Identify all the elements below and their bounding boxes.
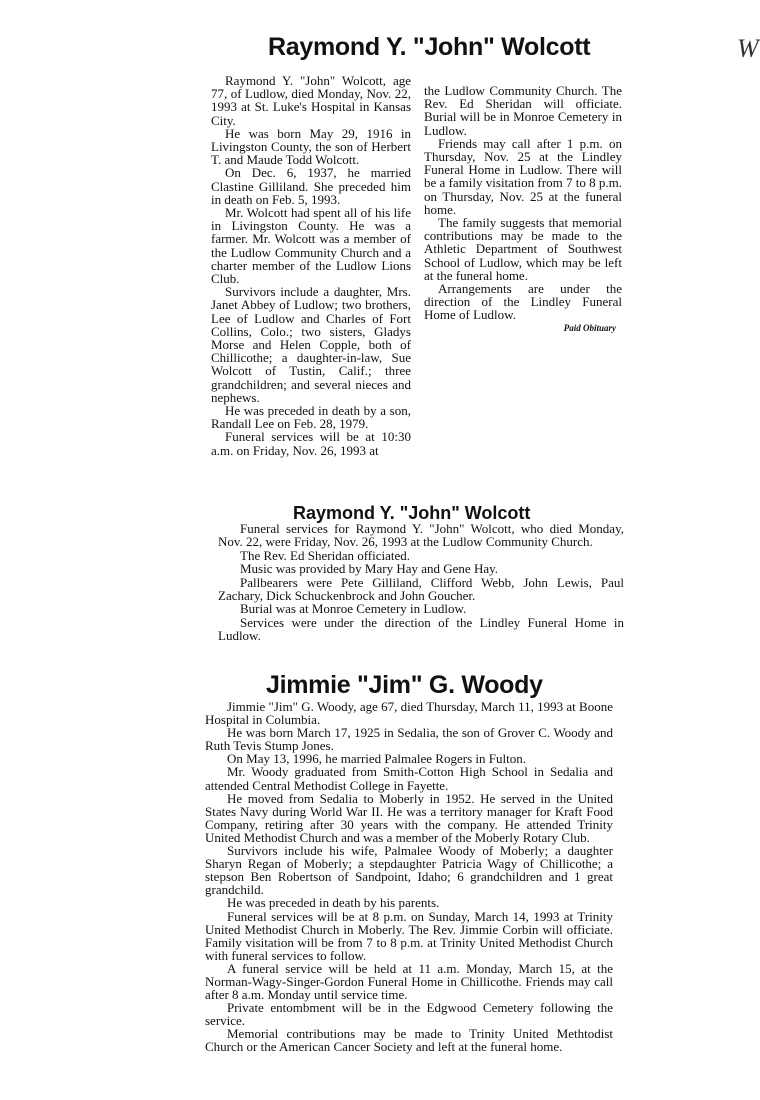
- obit3-para: Memorial contributions may be made to Trinity United Methtodist Church or the American Cancer Society and left at the funeral home.: [205, 1026, 613, 1055]
- corner-handwritten-mark: W: [737, 34, 759, 63]
- obit1-col1-para: He was born May 29, 1916 in Livingston County, the son of Herbert T. and Maude Todd Wolcott.: [211, 125, 411, 168]
- obit2-body: [218, 522, 624, 643]
- paid-obituary-credit: Paid Obituary: [563, 322, 616, 333]
- obit1-col1-para: Mr. Wolcott had spent all of his life in Livingston County. He was a farmer. Mr. Wolcott was a member of the Ludlow Community Church and a charter member of the Ludlow Lions Club.: [211, 205, 411, 287]
- obit3-para: Funeral services will be at 8 p.m. on Sunday, March 14, 1993 at Trinity United Methodist Church in Moberly. The Rev. Jimmie Corbin will officiate. Family visitation will be from 7 to 8 p.m. at Trinity United Methodist Church with funeral services to follow.: [205, 908, 613, 963]
- obit1-col2-para: Arrangements are under the direction of the Lindley Funeral Home of Ludlow.: [424, 281, 622, 323]
- obit1-col1-para: Raymond Y. "John" Wolcott, age 77, of Ludlow, died Monday, Nov. 22, 1993 at St. Luke's Hospital in Kansas City.: [211, 73, 411, 128]
- obit3-title: Jimmie "Jim" G. Woody: [266, 671, 543, 699]
- obit3-para: Private entombment will be in the Edgwood Cemetery following the service.: [205, 1000, 613, 1029]
- obit1-column-1: [211, 74, 411, 457]
- obit2-title: Raymond Y. "John" Wolcott: [293, 503, 531, 523]
- obit1-col1-para: Funeral services will be at 10:30 a.m. on Friday, Nov. 26, 1993 at: [211, 429, 411, 458]
- obit2-para: The Rev. Ed Sheridan officiated.: [240, 547, 411, 563]
- obit3-para: Mr. Woody graduated from Smith-Cotton High School in Sedalia and attended Central Methodist College in Fayette.: [205, 764, 613, 793]
- obit2-para: Music was provided by Mary Hay and Gene Hay.: [240, 561, 499, 577]
- obit3-para: He moved from Sedalia to Moberly in 1952. He served in the United States Navy during World War II. He was a territory manager for Kraft Food Company, retiring after 30 years with the company. He attended Trinity United Methodist Church and was a member of the Moberly Rotary Club.: [205, 790, 613, 845]
- obit3-para: On May 13, 1996, he married Palmalee Rogers in Fulton.: [227, 751, 526, 767]
- obit2-para: Burial was at Monroe Cemetery in Ludlow.: [240, 601, 467, 617]
- obit1-col1-para: Survivors include a daughter, Mrs. Janet Abbey of Ludlow; two brothers, Lee of Ludlow and Charles of Fort Collins, Colo.; two sisters, Gladys Morse and Helen Copple, both of Chillicothe; a daughter-in-law, Sue Wolcott of Tustin, Calif.; three grandchildren; and several nieces and nephews.: [211, 284, 411, 405]
- obit3-para: Survivors include his wife, Palmalee Woody of Moberly; a daughter Sharyn Regan of Moberly; a stepdaughter Patricia Wagy of Chillicothe; a stepson Ben Robertson of Sandpoint, Idaho; 6 grandchildren and 1 great grandchild.: [205, 843, 613, 898]
- obit1-title: Raymond Y. "John" Wolcott: [268, 33, 591, 61]
- obit1-col1-para: He was preceded in death by a son, Randall Lee on Feb. 28, 1979.: [211, 403, 411, 432]
- obit2-para: Services were under the direction of the Lindley Funeral Home in Ludlow.: [218, 614, 624, 644]
- obit3-para: He was preceded in death by his parents.: [227, 895, 440, 911]
- obit3-para: Jimmie "Jim" G. Woody, age 67, died Thursday, March 11, 1993 at Boone Hospital in Columbia.: [205, 699, 613, 728]
- obit1-col2-para: the Ludlow Community Church. The Rev. Ed Sheridan will officiate. Burial will be in Monroe Cemetery in Ludlow.: [424, 83, 622, 138]
- obit3-para: A funeral service will be held at 11 a.m. Monday, March 15, at the Norman-Wagy-Singer-Gordon Funeral Home in Chillicothe. Friends may call after 8 a.m. Monday until service time.: [205, 960, 613, 1003]
- obit1-column-2: [424, 84, 622, 335]
- obit2-para: Pallbearers were Pete Gilliland, Clifford Webb, John Lewis, Paul Zachary, Dick Schuckenbrock and John Goucher.: [218, 574, 624, 604]
- obit1-col2-para: The family suggests that memorial contributions may be made to the Athletic Department of Southwest School of Ludlow, which may be left at the funeral home.: [424, 215, 622, 283]
- obit1-col2-para: Friends may call after 1 p.m. on Thursday, Nov. 25 at the Lindley Funeral Home in Ludlow. There will be a family visitation from 7 to 8 p.m. on Thursday, Nov. 25 at the funeral home.: [424, 135, 622, 217]
- obit1-col1-para: On Dec. 6, 1937, he married Clastine Gilliland. She preceded him in death on Feb. 5, 1993.: [211, 165, 411, 207]
- obit3-para: He was born March 17, 1925 in Sedalia, the son of Grover C. Woody and Ruth Tevis Stump Jones.: [205, 725, 613, 754]
- obit2-para: Funeral services for Raymond Y. "John" Wolcott, who died Monday, Nov. 22, were Friday, Nov. 26, 1993 at the Ludlow Community Church.: [218, 521, 624, 550]
- obit3-body: [205, 700, 613, 1054]
